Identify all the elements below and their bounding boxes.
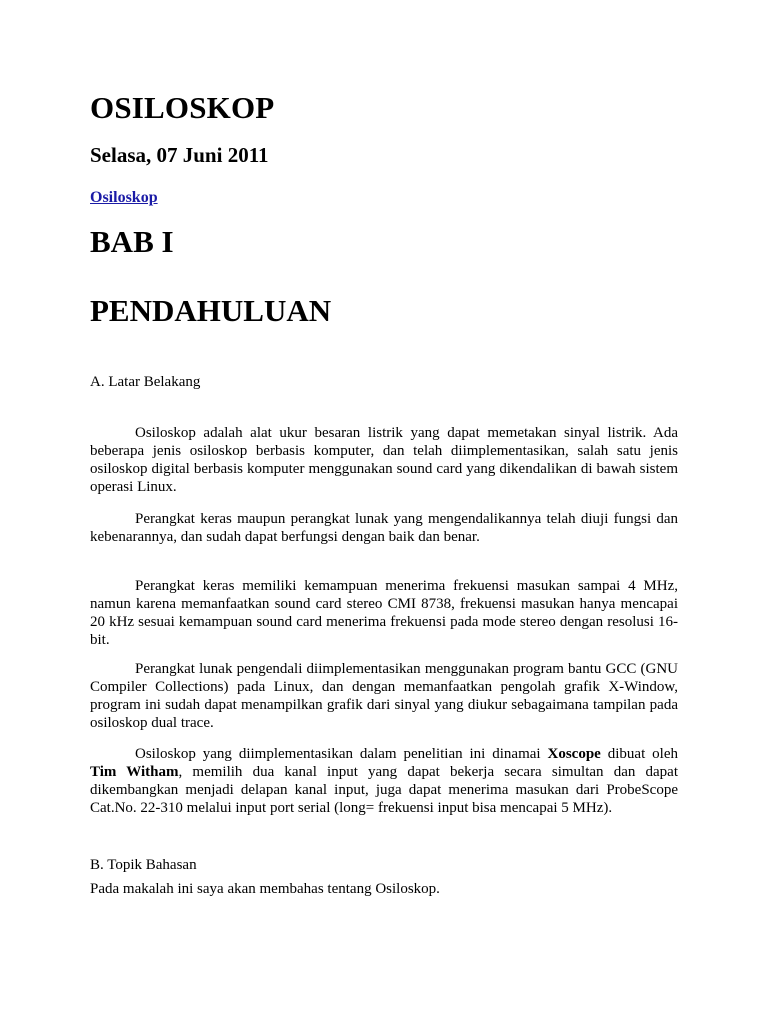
paragraph: Perangkat keras maupun perangkat lunak yang mengendalikannya telah diuji fungsi dan kebenarannya, dan sudah dapat berfungsi dengan baik dan benar. [90, 511, 678, 545]
author-name: Tim Witham [90, 764, 179, 780]
paragraph: Pada makalah ini saya akan membahas tentang Osiloskop. [90, 881, 440, 897]
post-date: Selasa, 07 Juni 2011 [90, 143, 269, 167]
paragraph: Osiloskop adalah alat ukur besaran listrik yang dapat memetakan sinyal listrik. Ada beberapa jenis osiloskop berbasis komputer, dan telah diimplementasikan, salah satu jenis osiloskop digital berbasis komputer menggunakan sound card yang dikendalikan di bawah sistem operasi Linux. [90, 425, 678, 495]
section-b-heading: B. Topik Bahasan [90, 857, 197, 873]
chapter-name: PENDAHULUAN [90, 293, 332, 328]
chapter-number: BAB I [90, 224, 174, 259]
paragraph [90, 745, 678, 817]
paragraph-text: , memilih dua kanal input yang dapat bekerja secara simultan dan dapat dikembangkan menjadi delapan kanal input, juga dapat menerima masukan dari ProbeScope Cat.No. 22-310 melalui input port serial (long= frekuensi input bisa mencapai 5 MHz). [90, 764, 678, 816]
software-name: Xoscope [547, 746, 601, 762]
paragraph-text: Osiloskop yang diimplementasikan dalam penelitian ini dinamai [135, 746, 548, 762]
paragraph: Perangkat lunak pengendali diimplementasikan menggunakan program bantu GCC (GNU Compiler Collections) pada Linux, dan dengan memanfaatkan pengolah grafik X-Window, program ini sudah dapat menampilkan grafik dari sinyal yang diukur sebagaimana tampilan pada osiloskop dual trace. [90, 661, 678, 731]
paragraph: Perangkat keras memiliki kemampuan menerima frekuensi masukan sampai 4 MHz, namun karena memanfaatkan sound card stereo CMI 8738, frekuensi masukan hanya mencapai 20 kHz sesuai kemampuan sound card menerima frekuensi pada mode stereo dengan resolusi 16-bit. [90, 578, 678, 648]
post-link[interactable]: Osiloskop [90, 189, 158, 206]
page-title: OSILOSKOP [90, 90, 275, 125]
paragraph-text: dibuat oleh [600, 746, 678, 762]
section-a-heading: A. Latar Belakang [90, 374, 201, 390]
